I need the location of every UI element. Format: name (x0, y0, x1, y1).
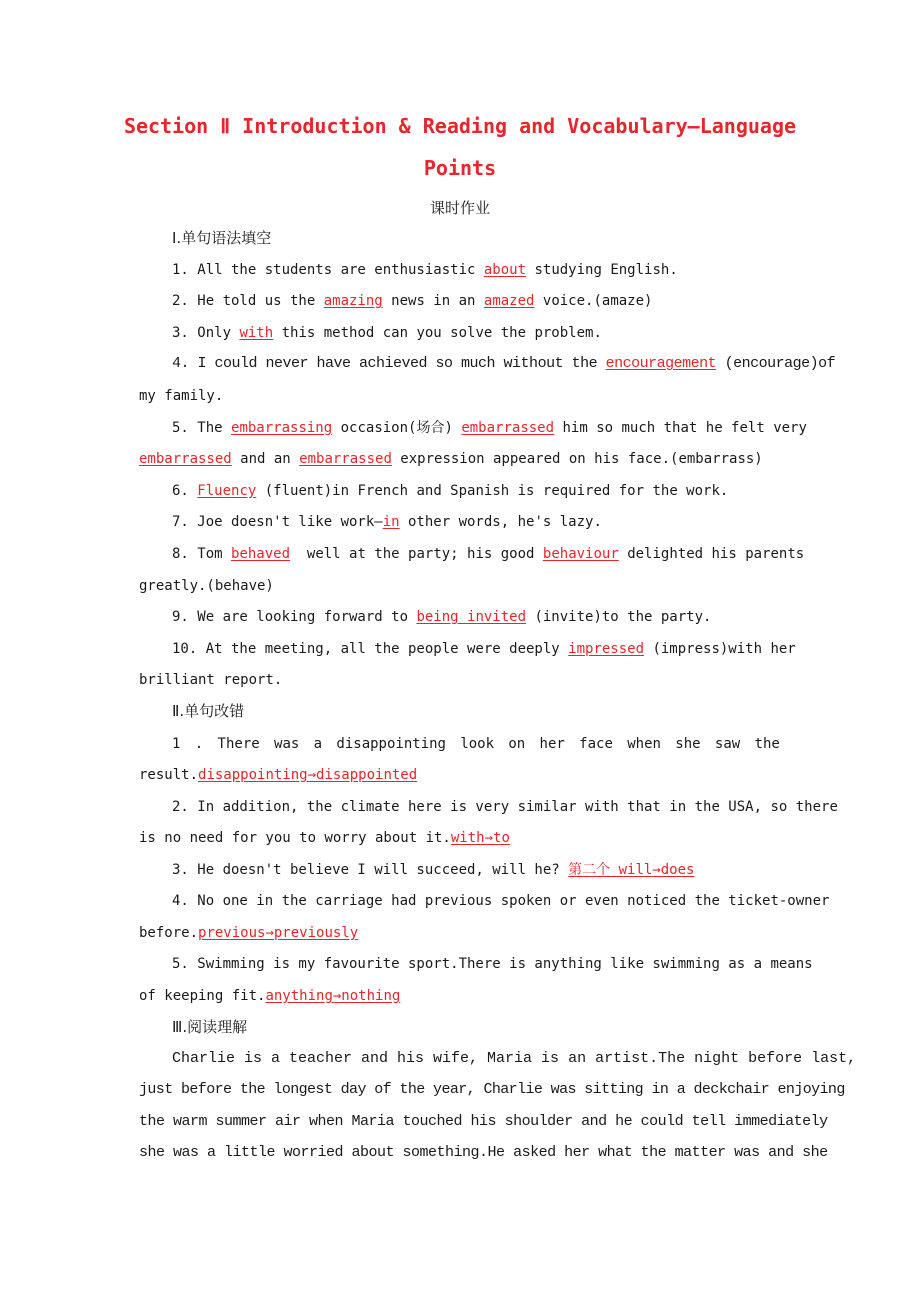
part2-heading: Ⅱ.单句改错 (172, 702, 245, 720)
word: a (313, 736, 323, 752)
word: disappointing (336, 736, 446, 752)
question-10-continued: brilliant report. (139, 672, 283, 688)
word: the (754, 736, 780, 752)
reading-line-3: the warm summer air when Maria touched his shoulder and he could tell immediately (139, 1113, 828, 1130)
answer: being invited (416, 609, 527, 625)
answer: previous→previously (198, 925, 359, 941)
answer: embarrassed (461, 420, 555, 436)
answer: Fluency (197, 483, 257, 499)
word: she (675, 736, 701, 752)
answer: embarrassed (139, 451, 232, 467)
question-6: 6. Fluency (fluent)in French and Spanish is required for the work. (172, 483, 729, 499)
answer: behaved (231, 546, 291, 562)
answer: encouragement (605, 355, 717, 372)
question-4-continued: my family. (139, 388, 224, 404)
question-5-continued: embarrassed and an embarrassed expression appeared on his face.(embarrass) (139, 451, 763, 467)
word: saw (714, 736, 741, 752)
answer: with (239, 325, 274, 341)
section-title-continued: Points (423, 156, 497, 180)
answer: in (382, 514, 400, 530)
word: 1 (172, 736, 181, 752)
answer: 第二个 will→does (568, 862, 695, 878)
word: face (579, 736, 613, 752)
answer: about (483, 262, 527, 278)
answer: behaviour (542, 546, 619, 562)
correction-5-continued: of keeping fit.anything→nothing (139, 988, 401, 1004)
question-7: 7. Joe doesn't like work—in other words, he's lazy. (172, 514, 602, 530)
reading-line-4: she was a little worried about something.He asked her what the matter was and she (139, 1144, 828, 1161)
word: look (460, 736, 495, 752)
correction-1-continued: result.disappointing→disappointed (139, 767, 418, 783)
question-4: 4. I could never have achieved so much without the encouragement (encourage)of (172, 355, 836, 372)
homework-subtitle: 课时作业 (429, 199, 490, 217)
part1-heading: Ⅰ.单句语法填空 (172, 229, 272, 247)
reading-line-1: Charlie is a teacher and his wife, Maria is an artist.The night before last, (172, 1050, 857, 1067)
answer: anything→nothing (265, 988, 401, 1004)
word: her (539, 736, 565, 752)
question-8: 8. Tom behaved well at the party; his good behaviour delighted his parents (172, 546, 805, 562)
answer: embarrassed (299, 451, 392, 467)
question-10: 10. At the meeting, all the people were deeply impressed (impress)with her (172, 641, 796, 657)
word: on (508, 736, 526, 752)
correction-4: 4. No one in the carriage had previous spoken or even noticed the ticket-owner (172, 893, 830, 909)
question-9: 9. We are looking forward to being invited (invite)to the party. (172, 609, 712, 625)
question-1: 1. All the students are enthusiastic about studying English. (172, 262, 678, 278)
answer: amazing (323, 293, 383, 309)
correction-2-continued: is no need for you to worry about it.with→to (139, 830, 510, 846)
correction-1 (172, 735, 780, 753)
question-2: 2. He told us the amazing news in an amazed voice.(amaze) (172, 293, 653, 309)
word: There (217, 736, 260, 752)
answer: amazed (483, 293, 535, 309)
correction-4-continued: before.previous→previously (139, 925, 359, 941)
correction-3: 3. He doesn't believe I will succeed, will he? 第二个 will→does (172, 862, 695, 878)
question-5: 5. The embarrassing occasion(场合) embarrassed him so much that he felt very (172, 420, 807, 436)
question-3: 3. Only with this method can you solve the problem. (172, 325, 602, 341)
answer: embarrassing (231, 420, 333, 436)
correction-2: 2. In addition, the climate here is very similar with that in the USA, so there (172, 799, 838, 815)
word: when (627, 736, 661, 752)
reading-line-2: just before the longest day of the year, Charlie was sitting in a deckchair enjoying (139, 1081, 845, 1098)
answer: with→to (450, 830, 510, 846)
word: was (274, 736, 300, 752)
answer: impressed (568, 641, 645, 657)
part3-heading: Ⅲ.阅读理解 (172, 1018, 248, 1036)
section-title: Section Ⅱ Introduction & Reading and Vocabulary—Language (123, 114, 797, 138)
answer: disappointing→disappointed (198, 767, 418, 783)
correction-5: 5. Swimming is my favourite sport.There is anything like swimming as a means (172, 956, 813, 972)
question-8-continued: greatly.(behave) (139, 578, 274, 594)
word: . (194, 736, 204, 752)
